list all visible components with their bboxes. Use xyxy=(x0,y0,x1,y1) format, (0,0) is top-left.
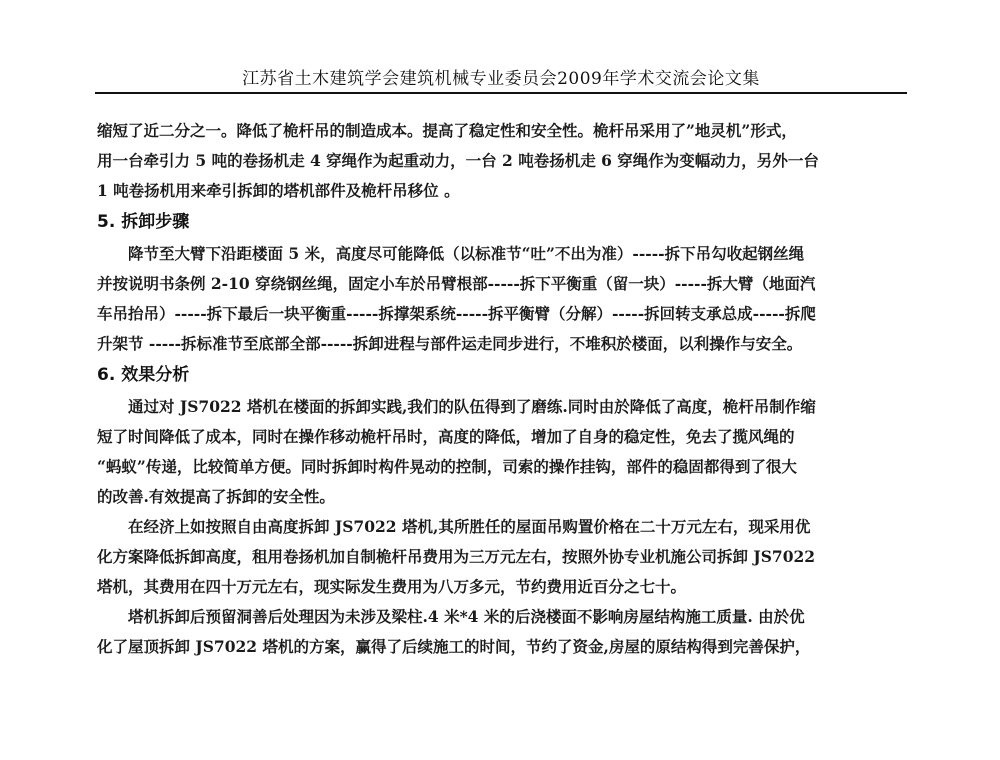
text-line: 短了时间降低了成本，同时在操作移动桅杆吊时，高度的降低，增加了自身的稳定性，免去了揽风绳的 xyxy=(97,427,795,446)
section-heading-5: 5. 拆卸步骤 xyxy=(97,212,190,232)
text-line: 的改善.有效提高了拆卸的安全性。 xyxy=(97,487,335,506)
text-line: 1 吨卷扬机用来牵引拆卸的塔机部件及桅杆吊移位 。 xyxy=(97,181,460,200)
text-line: 化方案降低拆卸高度，租用卷扬机加自制桅杆吊费用为三万元左右，按照外协专业机施公司拆卸 JS7022 xyxy=(97,547,816,566)
header-rule xyxy=(95,92,907,94)
text-line: 用一台牵引力 5 吨的卷扬机走 4 穿绳作为起重动力，一台 2 吨卷扬机走 6 穿绳作为变幅动力，另外一台 xyxy=(97,151,819,170)
running-header: 江苏省土木建筑学会建筑机械专业委员会2009年学术交流会论文集 xyxy=(242,69,760,89)
text-line: 在经济上如按照自由高度拆卸 JS7022 塔机,其所胜任的屋面吊购置价格在二十万元左右，现采用优 xyxy=(128,517,811,536)
text-line: 车吊抬吊）-----拆下最后一块平衡重-----拆撑架系统-----拆平衡臂（分解）-----拆回转支承总成-----拆爬 xyxy=(97,304,816,323)
text-line: 降节至大臂下沿距楼面 5 米，高度尽可能降低（以标准节“吐”不出为准）-----拆下吊勾收起钢丝绳 xyxy=(128,244,805,263)
text-line: 塔机拆卸后预留洞善后处理因为未涉及梁柱.4 米*4 米的后浇楼面不影响房屋结构施工质量. 由於优 xyxy=(128,607,805,626)
text-line: 并按说明书条例 2-10 穿绕钢丝绳，固定小车於吊臂根部-----拆下平衡重（留一块）-----拆大臂（地面汽 xyxy=(97,274,816,293)
text-line: “蚂蚁”传递，比较简单方便。同时拆卸时构件晃动的控制，司索的操作挂钩，部件的稳固都得到了很大 xyxy=(97,457,797,476)
text-line: 塔机，其费用在四十万元左右，现实际发生费用为八万多元，节约费用近百分之七十。 xyxy=(97,577,687,596)
text-line: 化了屋顶拆卸 JS7022 塔机的方案，赢得了后续施工的时间，节约了资金,房屋的原结构得到完善保护， xyxy=(97,637,811,656)
section-heading-6: 6. 效果分析 xyxy=(97,365,190,385)
body-text xyxy=(97,116,905,662)
text-line: 缩短了近二分之一。降低了桅杆吊的制造成本。提高了稳定性和安全性。桅杆吊采用了”地灵机”形式， xyxy=(97,121,797,140)
text-line: 升架节 -----拆标准节至底部全部-----拆卸进程与部件运走同步进行，不堆积於楼面，以利操作与安全。 xyxy=(97,334,803,353)
text-line: 通过对 JS7022 塔机在楼面的拆卸实践,我们的队伍得到了磨练.同时由於降低了高度，桅杆吊制作缩 xyxy=(128,397,816,416)
